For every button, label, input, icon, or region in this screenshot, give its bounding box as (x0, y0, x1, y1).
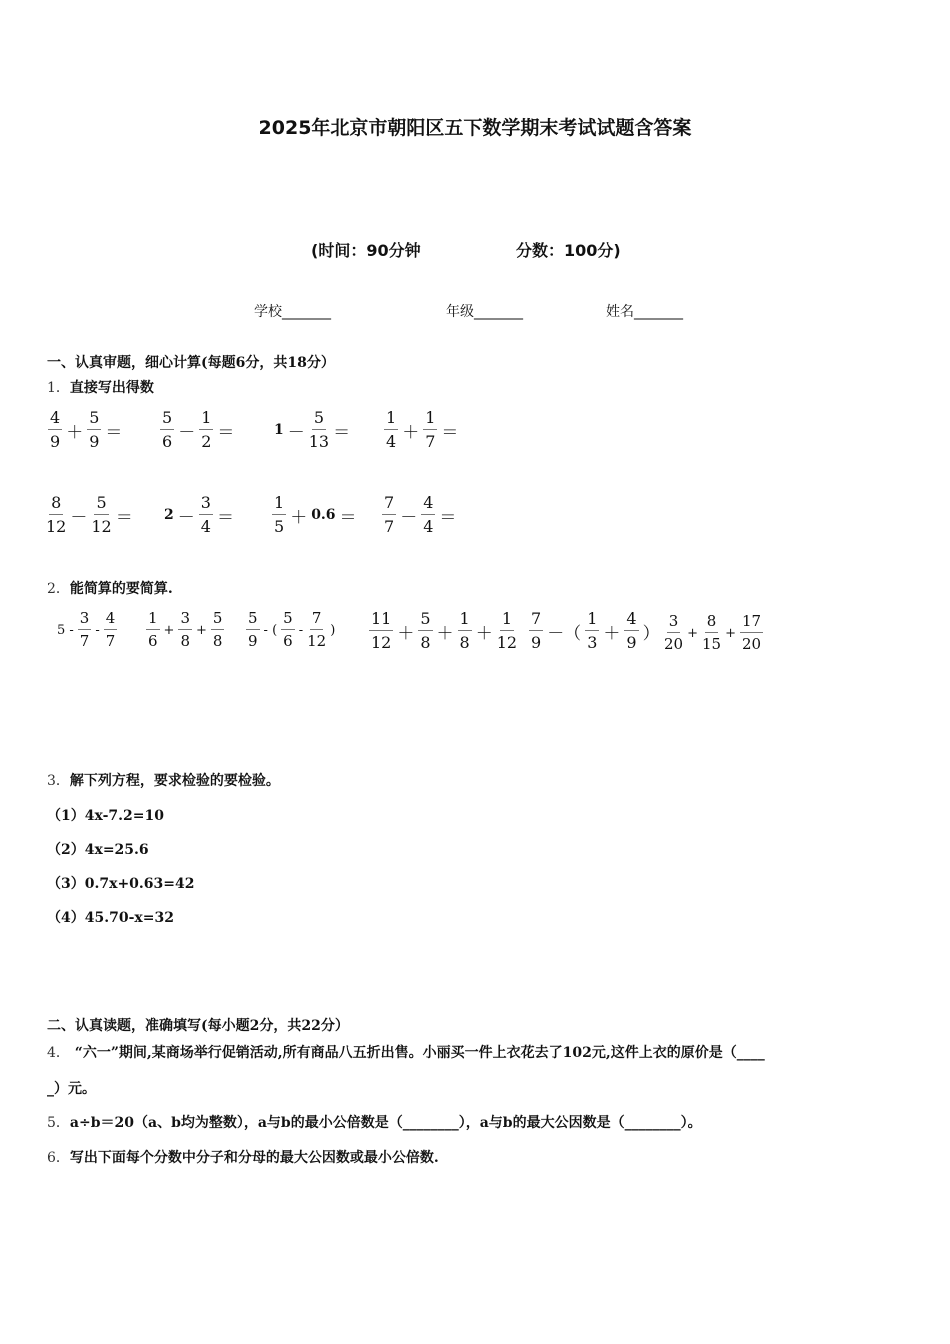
fraction: $\frac{1}{7}$ (425, 408, 436, 451)
fraction: $\frac{5}{6}$ (162, 408, 173, 451)
question-5 (47, 1112, 702, 1132)
exam-score: 分数：100分) (516, 241, 621, 260)
equation-1: （1）4x-7.2=10 (47, 808, 164, 824)
calc-r2-2: 2 － $\frac{3}{4}$ ＝ (164, 493, 234, 536)
question-text: 直接写出得数 (69, 380, 154, 396)
exam-time: (时间：90分钟 (311, 241, 421, 260)
calc-r1-4: $\frac{1}{4}$ ＋ $\frac{1}{7}$ ＝ (386, 408, 459, 451)
question-text: “六一”期间,某商场举行促销活动,所有商品八五折出售。小丽买一件上衣花去了102元,这件上衣的原价是（____ (69, 1045, 765, 1061)
fraction: $\frac{3}{7}$ (79, 609, 90, 650)
name-field: 姓名_______ (606, 304, 683, 320)
fraction: $\frac{1}{6}$ (148, 609, 158, 650)
fraction: $\frac{4}{9}$ (626, 609, 637, 652)
fraction: $\frac{17}{20}$ (742, 612, 762, 653)
fraction: $\frac{8}{12}$ (46, 493, 67, 536)
equation-3: （3）0.7x+0.63=42 (47, 876, 195, 892)
calc-r2-4: $\frac{7}{7}$ － $\frac{4}{4}$ ＝ (384, 493, 457, 536)
calc-r1-2: $\frac{5}{6}$ － $\frac{1}{2}$ ＝ (162, 408, 235, 451)
calc-r1-1: $\frac{4}{9}$ ＋ $\frac{5}{9}$ ＝ (50, 408, 123, 451)
simplify-expr-3: $\frac{5}{9}$ - ( $\frac{5}{6}$ - $\frac{7}{12}$ ) (248, 609, 336, 650)
fraction: $\frac{3}{20}$ (664, 612, 684, 653)
question-4-continued (47, 1078, 96, 1098)
question-2 (47, 578, 173, 598)
fraction: $\frac{1}{5}$ (274, 493, 285, 536)
fraction: $\frac{5}{13}$ (308, 408, 330, 451)
question-number: 4． (47, 1045, 70, 1061)
school-field: 学校_______ (254, 304, 331, 320)
calc-r1-3: 1 － $\frac{5}{13}$ ＝ (274, 408, 351, 451)
question-number: 5． (47, 1115, 70, 1131)
question-number: 1． (47, 380, 70, 396)
fraction: $\frac{4}{7}$ (105, 609, 116, 650)
fraction: $\frac{7}{7}$ (384, 493, 395, 536)
section1-heading: 一、认真审题，细心计算(每题6分，共18分） (47, 355, 335, 371)
question-3 (47, 770, 280, 790)
fraction: $\frac{8}{15}$ (702, 612, 722, 653)
question-number: 3． (47, 773, 70, 789)
question-number: 6． (47, 1150, 70, 1166)
calc-r2-1: $\frac{8}{12}$ － $\frac{5}{12}$ ＝ (46, 493, 133, 536)
fraction: $\frac{1}{2}$ (201, 408, 212, 451)
calc-r2-3: $\frac{1}{5}$ ＋ 0.6 ＝ (274, 493, 357, 536)
question-text: 解下列方程，要求检验的要检验。 (69, 773, 280, 789)
fraction: $\frac{3}{4}$ (200, 493, 211, 536)
question-text: 能简算的要简算. (69, 581, 173, 597)
fraction: $\frac{5}{12}$ (91, 493, 112, 536)
page-title: 2025年北京市朝阳区五下数学期末考试试题含答案 (258, 117, 692, 139)
fraction: $\frac{1}{12}$ (496, 609, 518, 652)
question-text: 写出下面每个分数中分子和分母的最大公因数或最小公倍数. (69, 1150, 439, 1166)
fraction: $\frac{3}{8}$ (180, 609, 190, 650)
fraction: $\frac{5}{9}$ (248, 609, 258, 650)
simplify-expr-5: $\frac{7}{9}$ －（ $\frac{1}{3}$ ＋ $\frac{4}{9}$ ） (531, 609, 660, 652)
fraction: $\frac{4}{4}$ (423, 493, 434, 536)
grade-field: 年级_______ (446, 304, 523, 320)
equation-2: （2）4x=25.6 (47, 842, 149, 858)
question-number: 2． (47, 581, 70, 597)
fraction: $\frac{5}{8}$ (420, 609, 431, 652)
section2-heading: 二、认真读题，准确填写(每小题2分，共22分） (47, 1018, 349, 1034)
fraction: $\frac{7}{9}$ (531, 609, 542, 652)
question-text: _）元。 (47, 1081, 96, 1097)
equation-4: （4）45.70-x=32 (47, 910, 174, 926)
simplify-expr-2: $\frac{1}{6}$ + $\frac{3}{8}$ + $\frac{5}{8}$ (148, 609, 223, 650)
fraction: $\frac{7}{12}$ (307, 609, 327, 650)
simplify-expr-4: $\frac{11}{12}$ ＋ $\frac{5}{8}$ ＋ $\frac{1}{8}$ ＋ $\frac{1}{12}$ (371, 609, 518, 652)
question-text: a÷b＝20（a、b均为整数），a与b的最小公倍数是（________），a与b的最大公因数是（________）。 (69, 1115, 702, 1131)
fraction: $\frac{4}{9}$ (50, 408, 61, 451)
fraction: $\frac{1}{8}$ (459, 609, 470, 652)
simplify-expr-1: 5 - $\frac{3}{7}$ - $\frac{4}{7}$ (57, 609, 116, 650)
fraction: $\frac{11}{12}$ (371, 609, 392, 652)
fraction: $\frac{1}{4}$ (386, 408, 397, 451)
fraction: $\frac{5}{8}$ (212, 609, 223, 650)
fraction: $\frac{1}{3}$ (587, 609, 598, 652)
simplify-expr-6: $\frac{3}{20}$ + $\frac{8}{15}$ + $\frac{17}{20}$ (664, 612, 762, 653)
question-4 (47, 1042, 765, 1062)
fraction: $\frac{5}{9}$ (89, 408, 100, 451)
question-1 (47, 377, 154, 397)
fraction: $\frac{5}{6}$ (283, 609, 293, 650)
question-6 (47, 1147, 439, 1167)
